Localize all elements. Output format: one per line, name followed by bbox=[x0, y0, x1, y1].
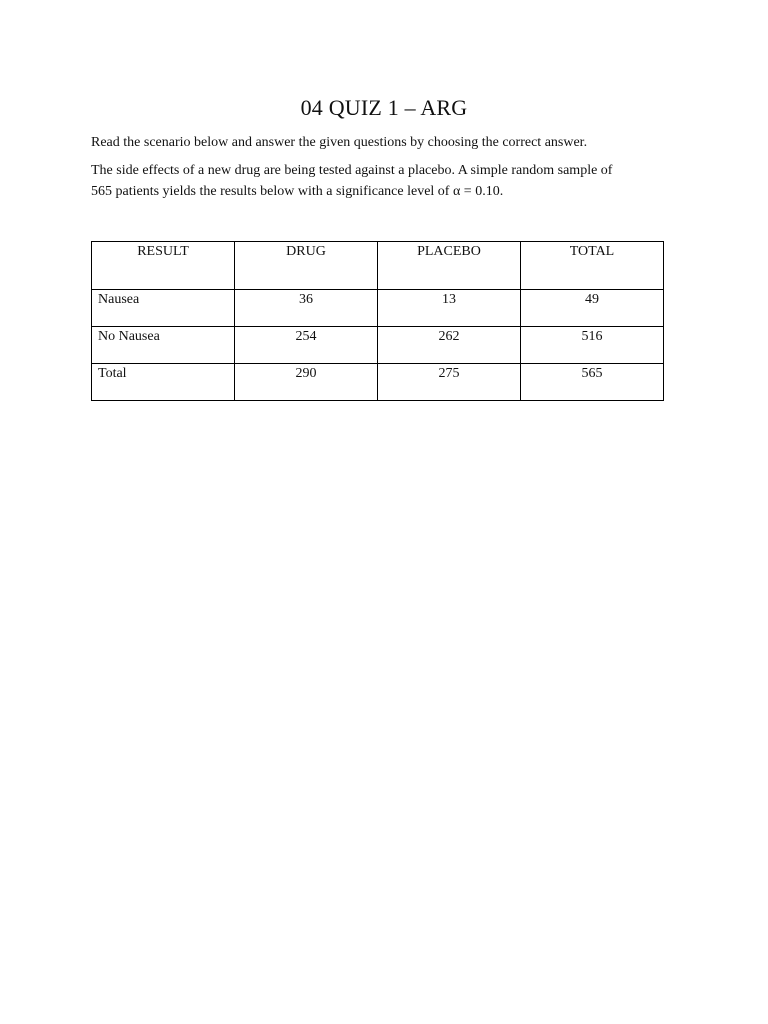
table-cell: 262 bbox=[378, 327, 521, 364]
table-cell: 36 bbox=[235, 290, 378, 327]
table-cell: 516 bbox=[521, 327, 664, 364]
row-label: Total bbox=[92, 364, 235, 401]
header-result: RESULT bbox=[92, 242, 235, 290]
scenario-line-1: The side effects of a new drug are being tested against a placebo. A simple random sample of bbox=[91, 163, 613, 178]
row-label: No Nausea bbox=[92, 327, 235, 364]
header-total: TOTAL bbox=[521, 242, 664, 290]
instructions-text: Read the scenario below and answer the given questions by choosing the correct answer. bbox=[91, 135, 588, 150]
table-row bbox=[92, 327, 664, 364]
table-cell: 49 bbox=[521, 290, 664, 327]
header-placebo: PLACEBO bbox=[378, 242, 521, 290]
table-cell: 275 bbox=[378, 364, 521, 401]
row-label: Nausea bbox=[92, 290, 235, 327]
results-table bbox=[91, 241, 664, 401]
table-cell: 13 bbox=[378, 290, 521, 327]
table-cell: 290 bbox=[235, 364, 378, 401]
header-drug: DRUG bbox=[235, 242, 378, 290]
page-title: 04 QUIZ 1 – ARG bbox=[300, 95, 468, 120]
table-cell: 254 bbox=[235, 327, 378, 364]
table-row bbox=[92, 290, 664, 327]
scenario-text bbox=[91, 160, 671, 202]
scenario-line-2: 565 patients yields the results below with a significance level of α = 0.10. bbox=[91, 184, 504, 199]
table-row bbox=[92, 364, 664, 401]
table-cell: 565 bbox=[521, 364, 664, 401]
table-header-row bbox=[92, 242, 664, 290]
